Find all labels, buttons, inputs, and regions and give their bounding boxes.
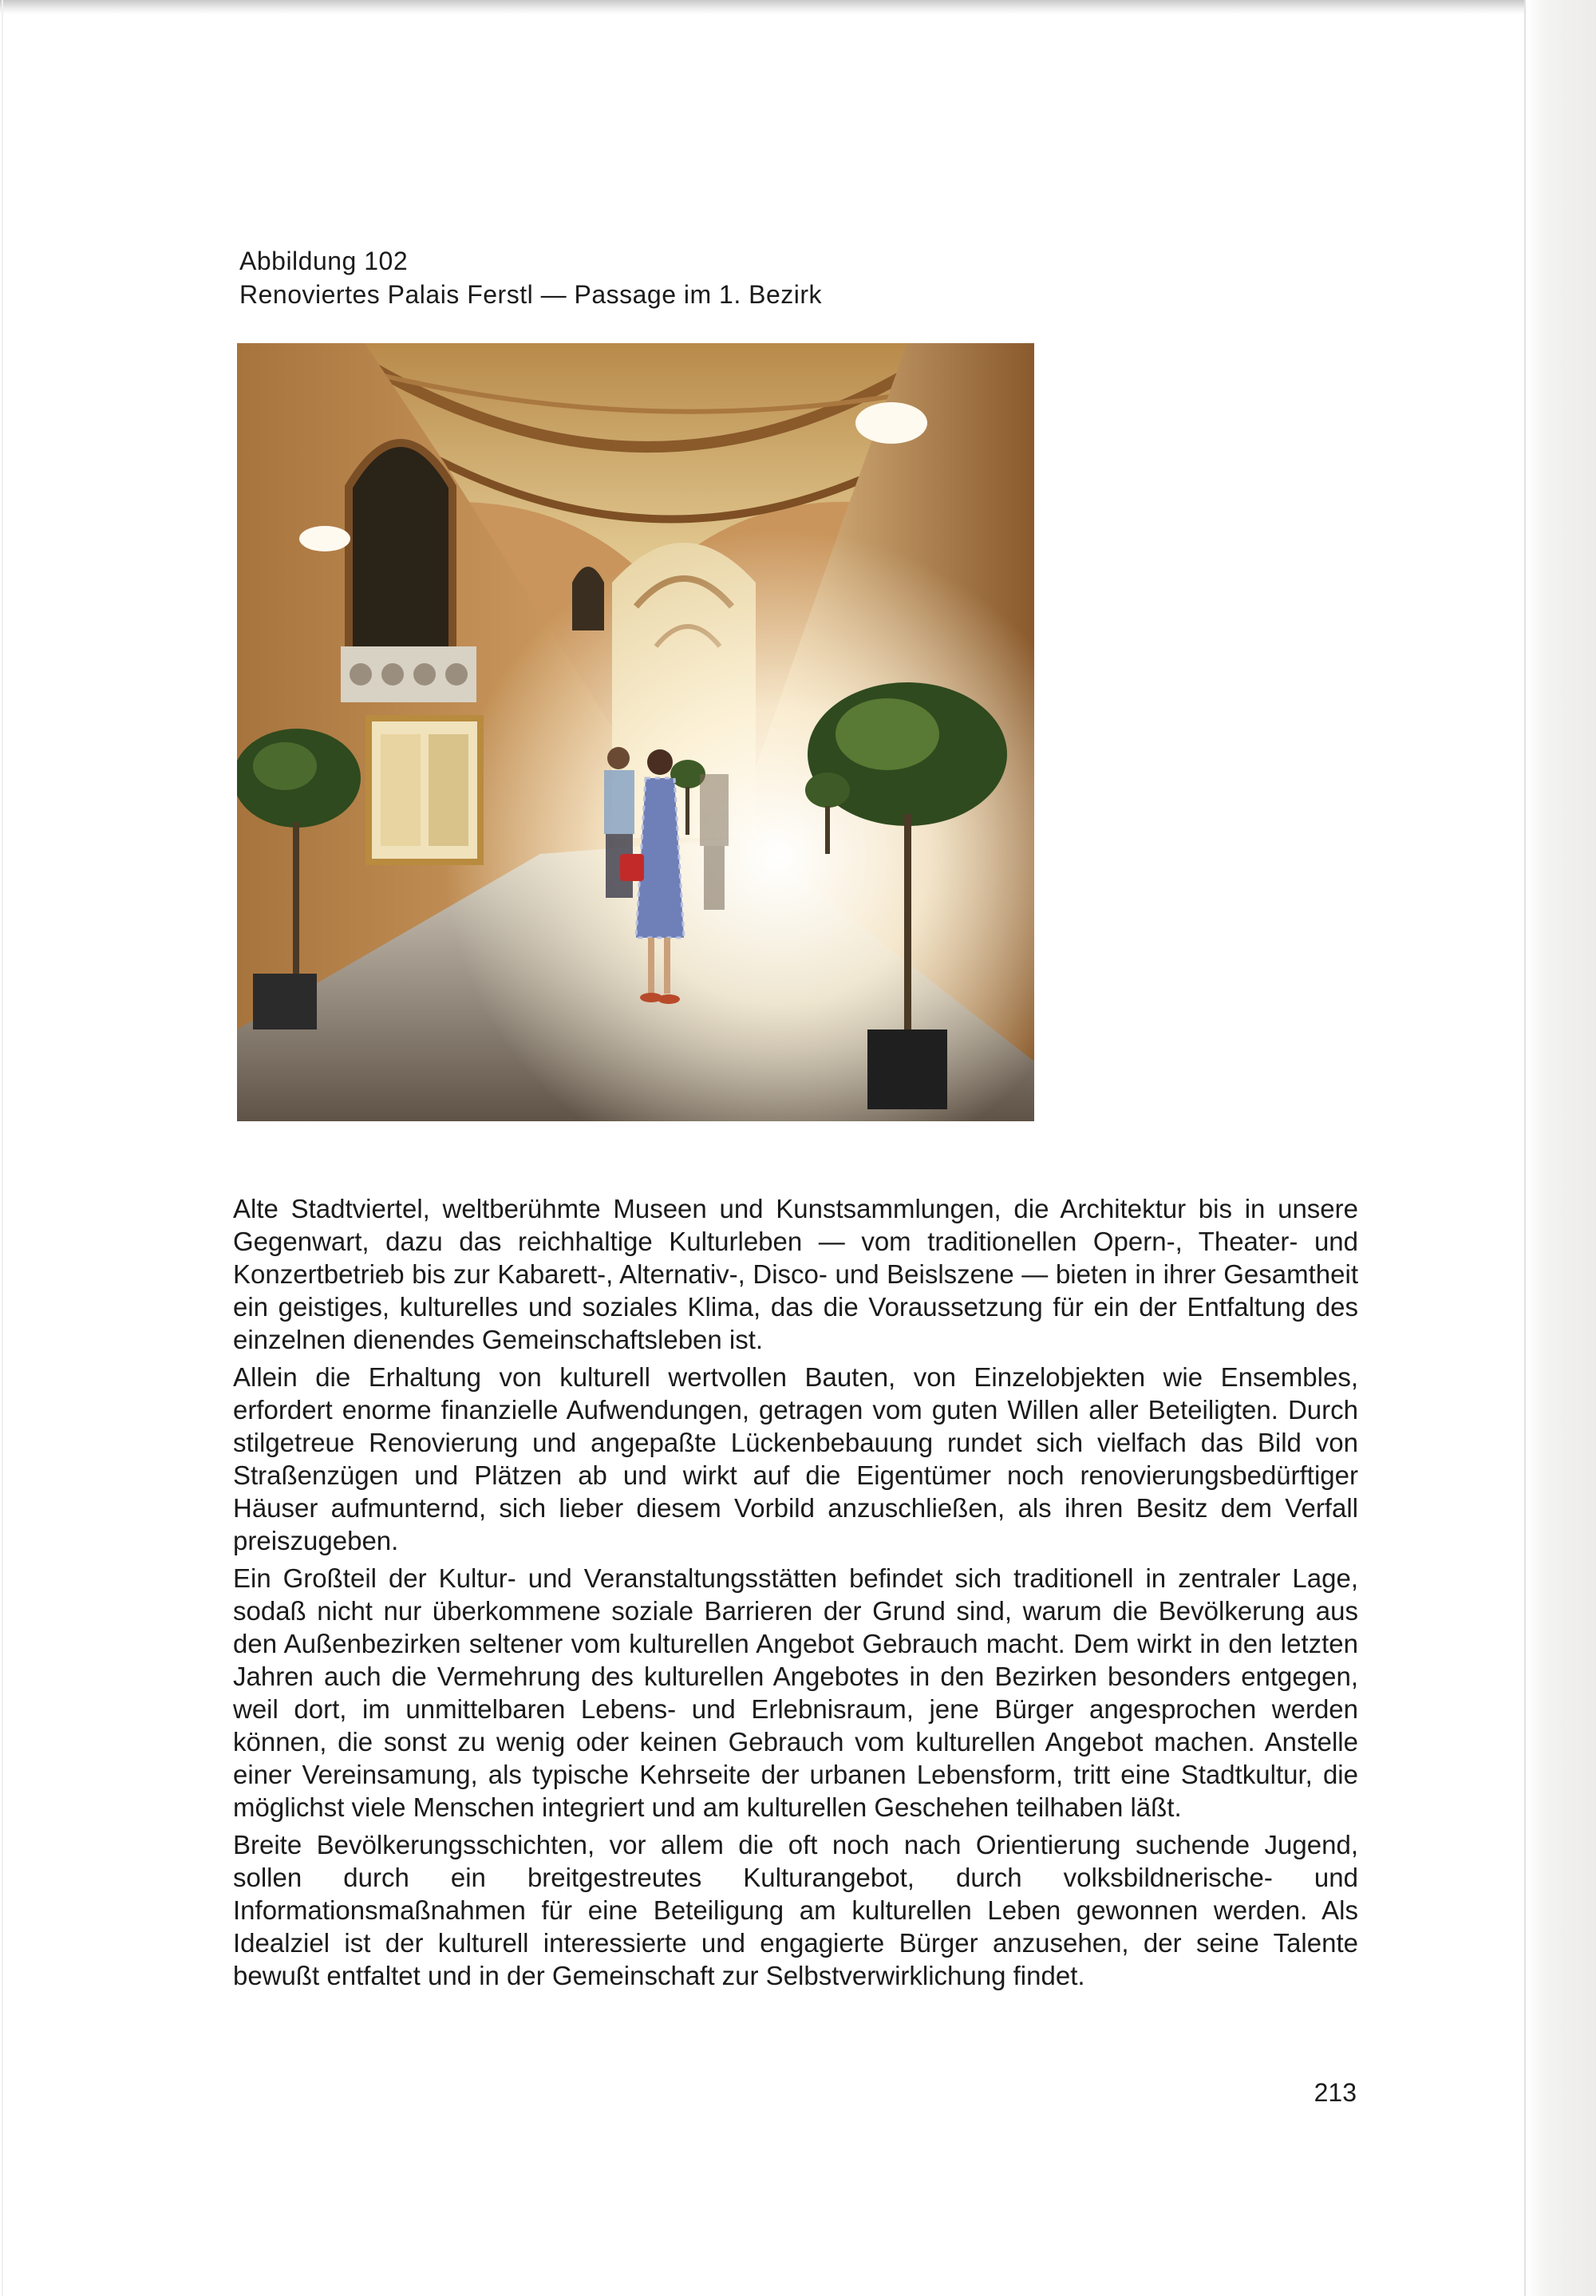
arched-window-small <box>572 567 604 630</box>
figure-title: Renoviertes Palais Ferstl — Passage im 1. Bezirk <box>239 280 823 309</box>
distant-tree-trunk <box>685 787 689 835</box>
distant-tree <box>805 773 850 808</box>
scan-fold-line <box>1524 0 1526 2296</box>
paragraph: Allein die Erhaltung von kulturell wertvollen Bauten, von Einzelobjekten wie Ensembles, erfordert enorme finanzielle Aufwendungen, getragen vom guten Willen aller Beteiligten. Durch stilgetreue Renovierung und angepaßte Lückenbebauung rundet sich vielfach das Bild von Straßenzügen und Plätzen ab und wirkt auf die Eigentümer noch renovierungsbedürftiger Häuser aufmunternd, sich lieber diesem Vorbild anzuschließen, als ihren Besitz dem Verfall preiszugeben. <box>233 1362 1358 1555</box>
figure-label: Abbildung 102 <box>239 247 409 275</box>
wall-lamp-left <box>299 526 350 551</box>
arched-window <box>349 443 452 646</box>
scan-edge-left <box>2 0 3 2296</box>
scan-edge-top <box>0 0 1596 14</box>
potted-tree-right-highlight <box>836 698 939 770</box>
vitrine-shelf <box>429 734 468 846</box>
potted-tree-left-highlight <box>253 742 317 790</box>
potted-tree-right-trunk <box>904 814 911 1029</box>
potted-tree-right-pot <box>867 1029 947 1109</box>
paragraph: Alte Stadtviertel, weltberühmte Museen und Kunstsammlungen, die Architektur bis in unsere Gegenwart, dazu das reichhaltige Kulturleben — vom traditionellen Opern-, Theater- und Konzertbetrieb bis zur Kabarett-, Alternativ-, Disco- und Beislszene — bieten in ihrer Gesamtheit ein geistiges, kulturelles und soziales Klima, das die Voraussetzung für ein der Entfaltung des einzelnen dienendes Gemeinschaftsleben ist. <box>233 1194 1358 1354</box>
scan-edge-right <box>1526 0 1596 2296</box>
wall-lamp-right <box>855 402 927 444</box>
paragraph: Ein Großteil der Kultur- und Veranstaltungsstätten befindet sich traditionell in zentraler Lage, sodaß nicht nur überkommene soziale Barrieren der Grund sind, warum die Bevölkerung aus den Außenbezirken seltener vom kulturellen Angebot Gebrauch macht. Dem wirkt in den letzten Jahren auch die Vermehrung des kulturellen Angebotes in den Bezirken besonders entgegen, weil dort, im unmittelbaren Lebens- und Erlebnisraum, jene Bürger angesprochen werden können, die sonst zu wenig oder keinen Gebrauch vom kulturellen Angebot machen. Anstelle einer Vereinsamung, als typische Kehrseite der urbanen Lebensform, tritt eine Stadtkultur, die möglichst viele Menschen integriert und am kulturellen Geschehen teilhaben läßt. <box>233 1563 1358 1822</box>
passage-photo <box>237 343 1034 1121</box>
page-number: 213 <box>1314 2078 1357 2107</box>
distant-tree-trunk <box>825 806 830 854</box>
person-blurred <box>700 774 729 910</box>
potted-tree-left-trunk <box>293 822 299 974</box>
potted-tree-left-pot <box>253 974 317 1029</box>
figure-caption <box>239 244 822 311</box>
paragraph: Breite Bevölkerungsschichten, vor allem die oft noch nach Orientierung suchende Jugend, sollen durch ein breitgestreutes Kulturangebot, durch volksbildnerische- und Informationsmaßnahmen für eine Beteiligung am kulturellen Leben gewonnen werden. Als Idealziel ist der kulturell interessierte und engagierte Bürger anzusehen, der seine Talente bewußt entfaltet und in der Gemeinschaft zur Selbstverwirklichung findet. <box>233 1830 1358 1990</box>
body-text <box>233 1192 1358 1997</box>
vitrine-shelf <box>381 734 421 846</box>
